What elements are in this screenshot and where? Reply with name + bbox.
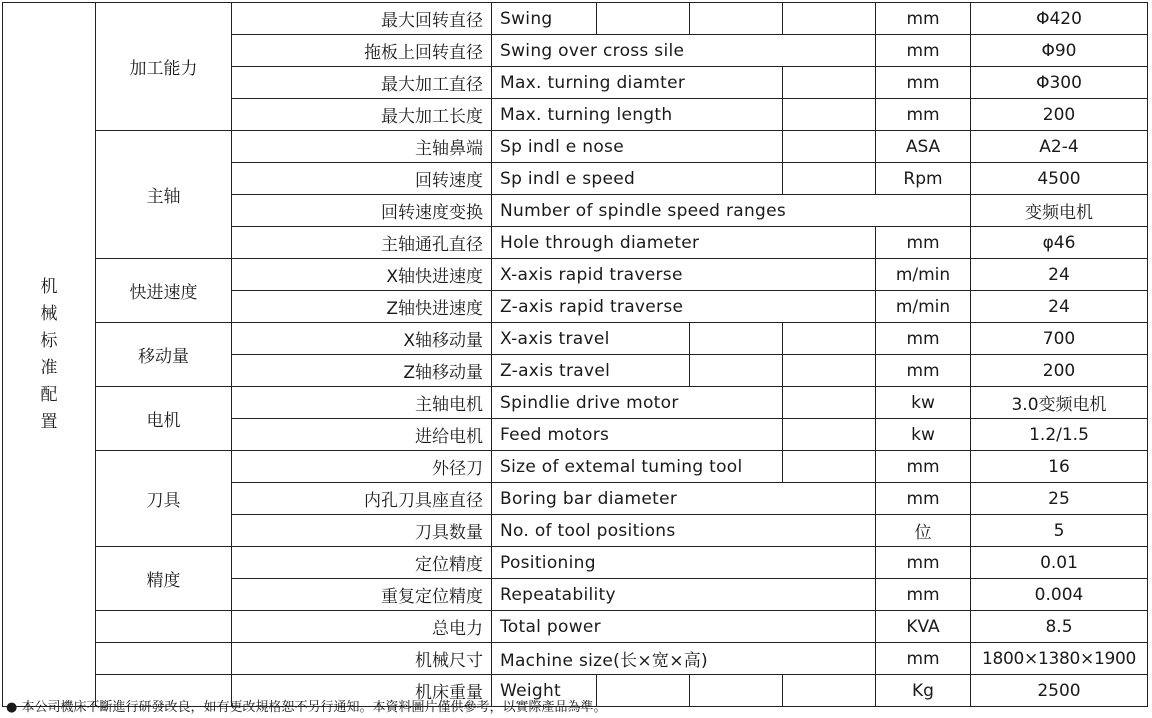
row-value: 700 [971, 323, 1148, 355]
row-cn: 最大加工长度 [232, 99, 492, 131]
row-cn: X轴移动量 [232, 323, 492, 355]
row-en: Z-axis travel [492, 355, 690, 387]
row-unit: mm [876, 643, 971, 675]
group-travel: 移动量 [96, 323, 232, 387]
row-unit: kw [876, 419, 971, 451]
row-unit: mm [876, 579, 971, 611]
row-unit: Rpm [876, 163, 971, 195]
row-value: Φ300 [971, 67, 1148, 99]
row-unit: mm [876, 323, 971, 355]
footnote: ● 本公司機床不斷進行研發改良，如有更改規格恕不另行通知。本資料圖片僅供參考，以實際產品為準。 [6, 700, 607, 715]
blank-cell [597, 3, 690, 35]
blank-cell [783, 451, 876, 483]
row-unit: m/min [876, 259, 971, 291]
blank-cell [783, 3, 876, 35]
row-cn: 机床重量 [232, 675, 492, 707]
row-cn: 外径刀 [232, 451, 492, 483]
row-value: 25 [971, 483, 1148, 515]
blank-cell [783, 131, 876, 163]
row-cn: 主轴鼻端 [232, 131, 492, 163]
row-en: Sp indl e speed [492, 163, 783, 195]
group-motor: 电机 [96, 387, 232, 451]
group-spindle: 主轴 [96, 131, 232, 259]
blank-cell [783, 67, 876, 99]
spec-row [3, 259, 1148, 291]
row-en: Total power [492, 611, 876, 643]
spec-row [3, 643, 1148, 675]
row-unit: kw [876, 387, 971, 419]
row-cn: 最大回转直径 [232, 3, 492, 35]
row-en: No. of tool positions [492, 515, 876, 547]
row-value: 1.2/1.5 [971, 419, 1148, 451]
row-cn: 拖板上回转直径 [232, 35, 492, 67]
row-unit: mm [876, 355, 971, 387]
row-unit: 位 [876, 515, 971, 547]
row-cn: 主轴电机 [232, 387, 492, 419]
row-en: Max. turning length [492, 99, 783, 131]
row-unit: KVA [876, 611, 971, 643]
row-value: 16 [971, 451, 1148, 483]
row-cn: 重复定位精度 [232, 579, 492, 611]
spec-table [2, 2, 1148, 707]
row-unit: m/min [876, 291, 971, 323]
section-label-text: 机械标准配置 [40, 276, 58, 432]
row-value: 变频电机 [971, 195, 1148, 227]
row-unit: mm [876, 99, 971, 131]
row-en: Swing [492, 3, 597, 35]
row-en: Positioning [492, 547, 876, 579]
row-cn: 最大加工直径 [232, 67, 492, 99]
row-unit: mm [876, 35, 971, 67]
blank-cell [690, 675, 783, 707]
spec-row [3, 131, 1148, 163]
section-label [3, 3, 96, 707]
row-cn: Z轴移动量 [232, 355, 492, 387]
row-cn: 总电力 [232, 611, 492, 643]
row-cn: 机械尺寸 [232, 643, 492, 675]
row-value: 24 [971, 259, 1148, 291]
group-machining: 加工能力 [96, 3, 232, 131]
row-en: X-axis rapid traverse [492, 259, 876, 291]
row-cn: 回转速度变换 [232, 195, 492, 227]
blank-cell [690, 3, 783, 35]
blank-cell [783, 355, 876, 387]
row-value: Φ90 [971, 35, 1148, 67]
row-en: Z-axis rapid traverse [492, 291, 876, 323]
group-rapid: 快进速度 [96, 259, 232, 323]
row-value: 200 [971, 99, 1148, 131]
spec-row [3, 3, 1148, 35]
row-en: Swing over cross sile [492, 35, 876, 67]
row-value: 200 [971, 355, 1148, 387]
blank-cell [783, 323, 876, 355]
blank-cell [783, 387, 876, 419]
row-value: Φ420 [971, 3, 1148, 35]
row-cn: 进给电机 [232, 419, 492, 451]
blank-cell [783, 419, 876, 451]
row-value: A2-4 [971, 131, 1148, 163]
row-unit: mm [876, 67, 971, 99]
blank-cell [690, 355, 783, 387]
row-unit: ASA [876, 131, 971, 163]
row-unit: mm [876, 547, 971, 579]
row-value: 4500 [971, 163, 1148, 195]
blank-cell [783, 99, 876, 131]
spec-row [3, 387, 1148, 419]
row-value: 0.004 [971, 579, 1148, 611]
group-tool: 刀具 [96, 451, 232, 547]
row-value: 1800×1380×1900 [971, 643, 1148, 675]
row-unit: mm [876, 451, 971, 483]
spec-row [3, 611, 1148, 643]
blank-cell [690, 323, 783, 355]
blank-group-cell [96, 611, 232, 643]
spec-row [3, 547, 1148, 579]
row-en: Boring bar diameter [492, 483, 876, 515]
row-value: 5 [971, 515, 1148, 547]
row-en: Sp indl e nose [492, 131, 783, 163]
row-en: Hole through diameter [492, 227, 876, 259]
row-en: Feed motors [492, 419, 783, 451]
row-unit: mm [876, 483, 971, 515]
row-en: Weight [492, 675, 597, 707]
row-unit: mm [876, 227, 971, 259]
row-en: Machine size(长×宽×高) [492, 643, 876, 675]
blank-cell [783, 675, 876, 707]
row-unit: Kg [876, 675, 971, 707]
row-en: Spindlie drive motor [492, 387, 783, 419]
row-cn: 回转速度 [232, 163, 492, 195]
blank-group-cell [96, 643, 232, 675]
spec-row [3, 451, 1148, 483]
row-cn: 内孔刀具座直径 [232, 483, 492, 515]
row-value: 8.5 [971, 611, 1148, 643]
row-value: 3.0变频电机 [971, 387, 1148, 419]
blank-cell [783, 163, 876, 195]
row-unit: mm [876, 3, 971, 35]
row-en: Number of spindle speed ranges [492, 195, 971, 227]
blank-cell [597, 675, 690, 707]
row-en: Repeatability [492, 579, 876, 611]
row-value: 0.01 [971, 547, 1148, 579]
row-en: Max. turning diamter [492, 67, 783, 99]
row-cn: X轴快进速度 [232, 259, 492, 291]
group-precision: 精度 [96, 547, 232, 611]
spec-row [3, 323, 1148, 355]
row-cn: 刀具数量 [232, 515, 492, 547]
row-en: Size of extemal tuming tool [492, 451, 783, 483]
row-cn: 主轴通孔直径 [232, 227, 492, 259]
row-cn: Z轴快进速度 [232, 291, 492, 323]
row-value: 2500 [971, 675, 1148, 707]
row-en: X-axis travel [492, 323, 690, 355]
row-value: 24 [971, 291, 1148, 323]
row-cn: 定位精度 [232, 547, 492, 579]
row-value: φ46 [971, 227, 1148, 259]
